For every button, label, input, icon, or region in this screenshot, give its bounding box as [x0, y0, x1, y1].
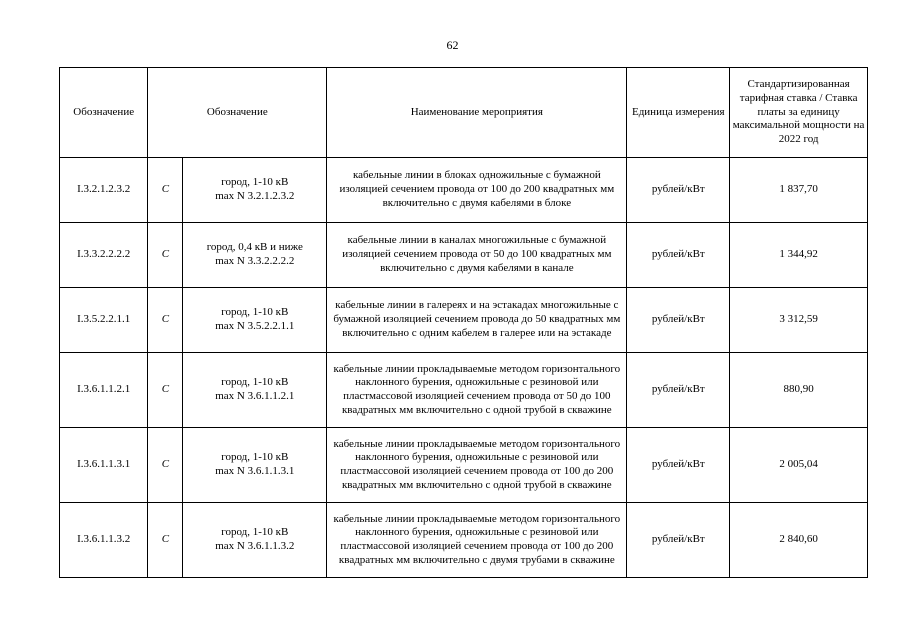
row-letter: C — [148, 503, 183, 578]
row-rate: 2 840,60 — [730, 503, 868, 578]
row-category-line1: город, 1-10 кВ — [221, 526, 289, 539]
row-rate: 3 312,59 — [730, 288, 868, 353]
row-letter: C — [148, 158, 183, 223]
row-category-line1: город, 1-10 кВ — [221, 306, 289, 319]
row-description: кабельные линии в блоках одножильные с бумажной изоляцией сечением провода от 100 до 200 квадратных мм включительно с двумя кабелями в блоке — [327, 158, 627, 223]
row-unit: рублей/кВт — [627, 503, 730, 578]
tariff-table — [59, 67, 868, 578]
row-category — [183, 428, 327, 503]
row-description: кабельные линии прокладываемые методом горизонтального наклонного бурения, одножильные с резиновой или пластмассовой изоляцией сечением провода от 100 до 200 квадратных мм включительно с одной трубой в скважине — [327, 428, 627, 503]
row-unit: рублей/кВт — [627, 428, 730, 503]
header-activity: Наименование мероприятия — [327, 68, 627, 158]
table-row — [60, 503, 868, 578]
row-category — [183, 288, 327, 353]
row-category-line2: max N 3.6.1.1.3.1 — [215, 465, 295, 477]
row-category-line1: город, 1-10 кВ — [221, 376, 289, 389]
row-category-line1: город, 1-10 кВ — [221, 176, 289, 189]
row-category-line2: max N 3.3.2.2.2.2 — [215, 255, 295, 267]
row-description: кабельные линии в каналах многожильные с бумажной изоляцией сечением провода от 50 до 100 квадратных мм включительно с двумя кабелями в канале — [327, 223, 627, 288]
header-rate: Стандартизированная тарифная ставка / Ставка платы за единицу максимальной мощности на 2022 год — [730, 68, 868, 158]
table-header-row — [60, 68, 868, 158]
table-row — [60, 223, 868, 288]
row-category-line1: город, 1-10 кВ — [221, 451, 289, 464]
row-letter: C — [148, 288, 183, 353]
row-letter: C — [148, 353, 183, 428]
row-category-line2: max N 3.6.1.1.2.1 — [215, 390, 295, 402]
row-unit: рублей/кВт — [627, 353, 730, 428]
row-description: кабельные линии прокладываемые методом горизонтального наклонного бурения, одножильные с резиновой или пластмассовой изоляцией сечением провода от 50 до 100 квадратных мм включительно с одной трубой в скважине — [327, 353, 627, 428]
page-number: 62 — [446, 38, 459, 52]
row-category-line2: max N 3.6.1.1.3.2 — [215, 540, 295, 552]
header-unit: Единица измерения — [627, 68, 730, 158]
row-code: I.3.6.1.1.3.1 — [60, 428, 148, 503]
row-unit: рублей/кВт — [627, 158, 730, 223]
row-rate: 880,90 — [730, 353, 868, 428]
row-category-line1: город, 0,4 кВ и ниже — [206, 241, 303, 254]
row-rate: 1 837,70 — [730, 158, 868, 223]
header-designation-2: Обозначение — [148, 68, 327, 158]
table-row — [60, 353, 868, 428]
table-row — [60, 288, 868, 353]
header-designation: Обозначение — [60, 68, 148, 158]
table-row — [60, 428, 868, 503]
row-category — [183, 503, 327, 578]
row-rate: 2 005,04 — [730, 428, 868, 503]
row-letter: C — [148, 223, 183, 288]
row-category-line2: max N 3.5.2.2.1.1 — [215, 320, 295, 332]
row-rate: 1 344,92 — [730, 223, 868, 288]
row-code: I.3.6.1.1.3.2 — [60, 503, 148, 578]
row-unit: рублей/кВт — [627, 288, 730, 353]
row-unit: рублей/кВт — [627, 223, 730, 288]
row-description: кабельные линии в галереях и на эстакадах многожильные с бумажной изоляцией сечением провода до 50 квадратных мм включительно с одним кабелем в галерее или на эстакаде — [327, 288, 627, 353]
row-description: кабельные линии прокладываемые методом горизонтального наклонного бурения, одножильные с резиновой или пластмассовой изоляцией сечением провода от 100 до 200 квадратных мм включительно с двумя трубами в скважине — [327, 503, 627, 578]
table-row — [60, 158, 868, 223]
row-category — [183, 223, 327, 288]
row-letter: C — [148, 428, 183, 503]
row-code: I.3.3.2.2.2.2 — [60, 223, 148, 288]
row-code: I.3.2.1.2.3.2 — [60, 158, 148, 223]
row-code: I.3.6.1.1.2.1 — [60, 353, 148, 428]
row-category-line2: max N 3.2.1.2.3.2 — [215, 190, 295, 202]
row-category — [183, 353, 327, 428]
row-category — [183, 158, 327, 223]
row-code: I.3.5.2.2.1.1 — [60, 288, 148, 353]
